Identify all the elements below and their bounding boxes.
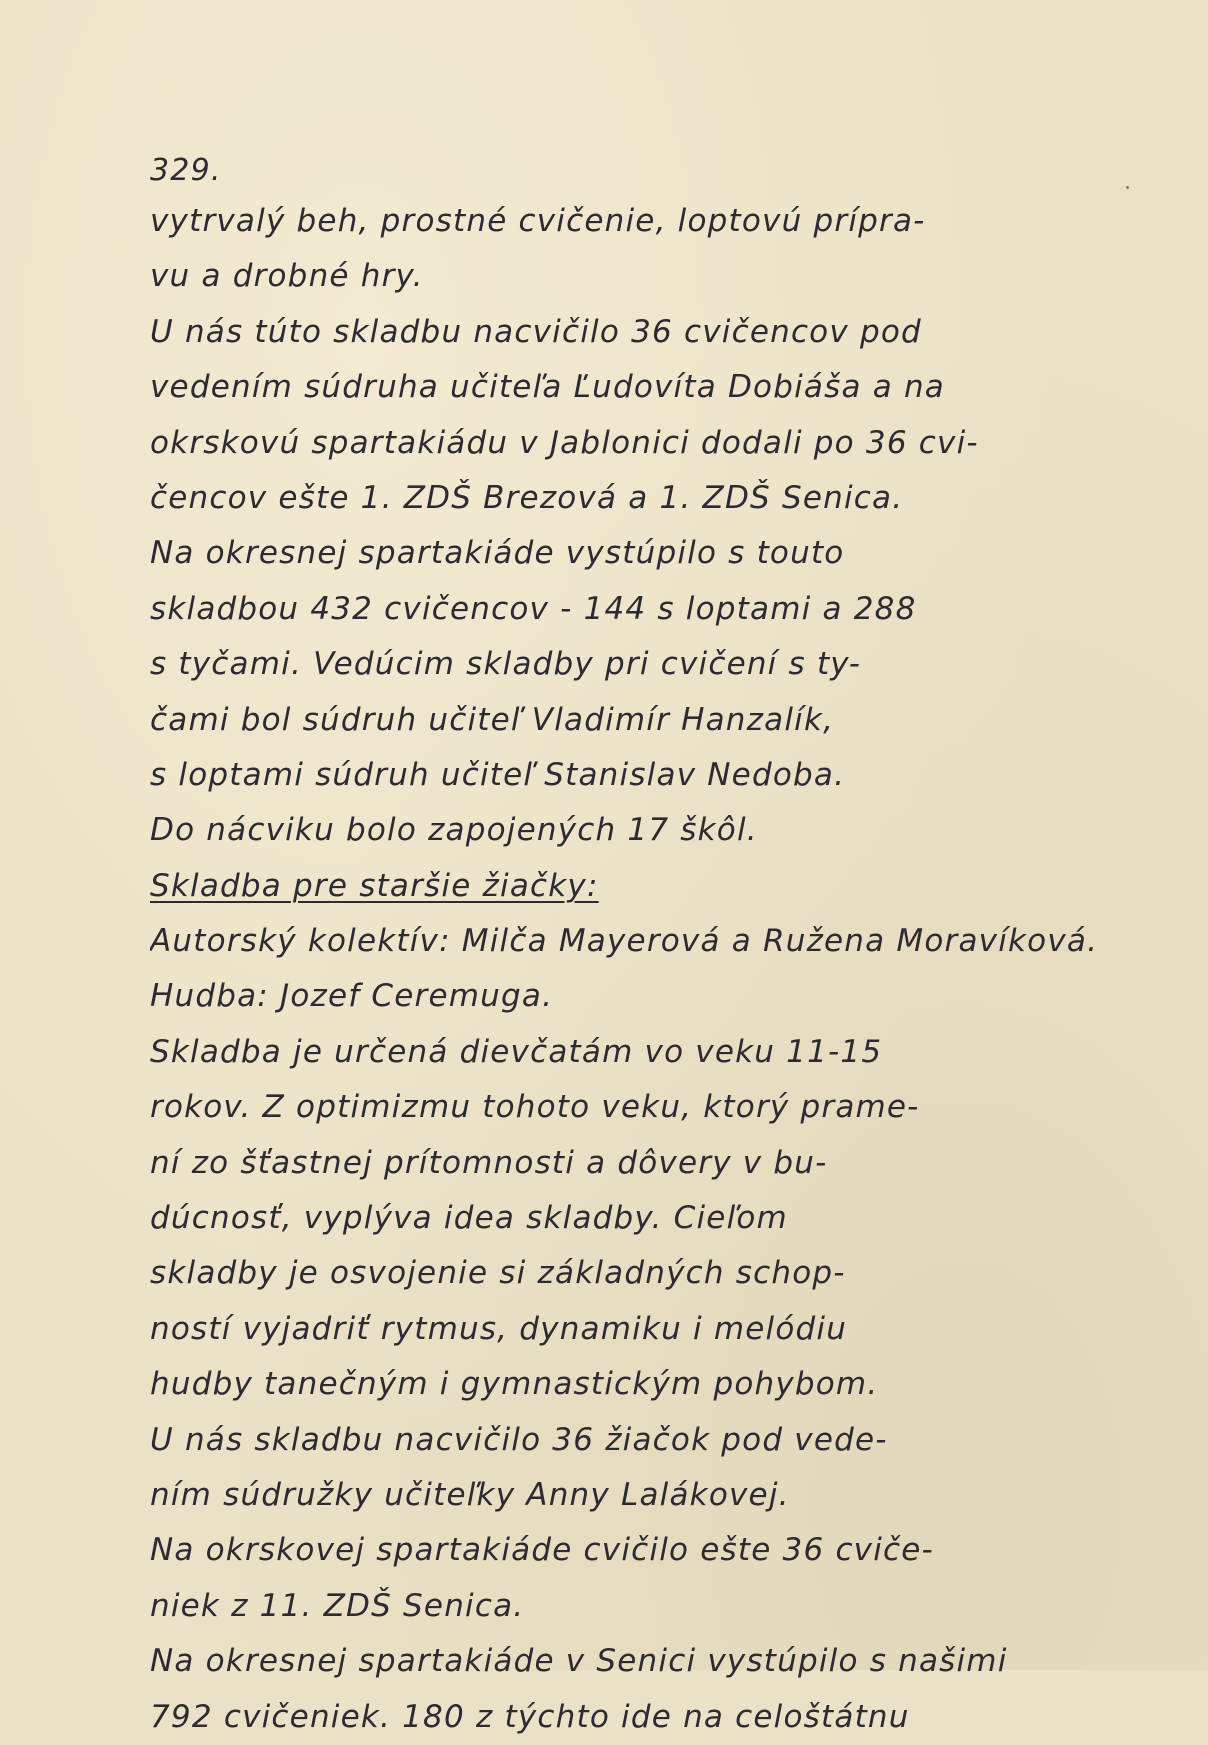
- text-line: rokov. Z optimizmu tohoto veku, ktorý prame-: [150, 1089, 920, 1126]
- text-line: 792 cvičeniek. 180 z týchto ide na celoštátnu: [150, 1698, 910, 1735]
- text-line: niek z 11. ZDŠ Senica.: [150, 1587, 525, 1624]
- text-line: U nás túto skladbu nacvičilo 36 cvičencov pod: [150, 313, 922, 350]
- text-line: U nás skladbu nacvičilo 36 žiačok pod vede-: [150, 1421, 888, 1458]
- text-line: Hudba: Jozef Ceremuga.: [150, 978, 554, 1015]
- text-line: ním súdružky učiteľky Anny Lalákovej.: [150, 1476, 790, 1513]
- text-line: vedením súdruha učiteľa Ľudovíta Dobiáša a na: [150, 369, 945, 406]
- text-line: Autorský kolektív: Milča Mayerová a Ružena Moravíková.: [150, 923, 1099, 960]
- page-number: 329.: [150, 153, 222, 188]
- text-line: vu a drobné hry.: [150, 258, 424, 295]
- text-line: skladby je osvojenie si základných schop-: [150, 1255, 846, 1292]
- text-line: Na okrskovej spartakiáde cvičilo ešte 36 cviče-: [150, 1532, 934, 1569]
- section-heading-text: Skladba pre staršie žiačky:: [150, 867, 599, 904]
- section-heading: [150, 859, 1140, 914]
- handwritten-text-block: [150, 148, 1140, 1745]
- text-line: ní zo šťastnej prítomnosti a dôvery v bu-: [150, 1144, 828, 1181]
- text-line: s loptami súdruh učiteľ Stanislav Nedoba.: [150, 756, 846, 793]
- text-line: Na okresnej spartakiáde v Senici vystúpilo s našimi: [150, 1643, 1008, 1680]
- text-line: s tyčami. Vedúcim skladby pri cvičení s ty-: [150, 646, 862, 683]
- text-line: Skladba je určená dievčatám vo veku 11-15: [150, 1033, 883, 1070]
- text-line: skladbou 432 cvičencov - 144 s loptami a 288: [150, 590, 917, 627]
- text-line: dúcnosť, vyplýva idea skladby. Cieľom: [150, 1200, 788, 1237]
- text-line: hudby tanečným i gymnastickým pohybom.: [150, 1366, 879, 1403]
- text-line: Na okresnej spartakiáde vystúpilo s touto: [150, 535, 845, 572]
- text-line: okrskovú spartakiádu v Jablonici dodali po 36 cvi-: [150, 424, 979, 461]
- text-line: čencov ešte 1. ZDŠ Brezová a 1. ZDŠ Senica.: [150, 479, 904, 516]
- text-line: Do nácviku bolo zapojených 17 škôl.: [150, 812, 758, 849]
- text-line: vytrvalý beh, prostné cvičenie, loptovú prípra-: [150, 203, 926, 239]
- text-line: čami bol súdruh učiteľ Vladimír Hanzalík,: [150, 701, 835, 738]
- text-line: ností vyjadriť rytmus, dynamiku i melódiu: [150, 1310, 848, 1347]
